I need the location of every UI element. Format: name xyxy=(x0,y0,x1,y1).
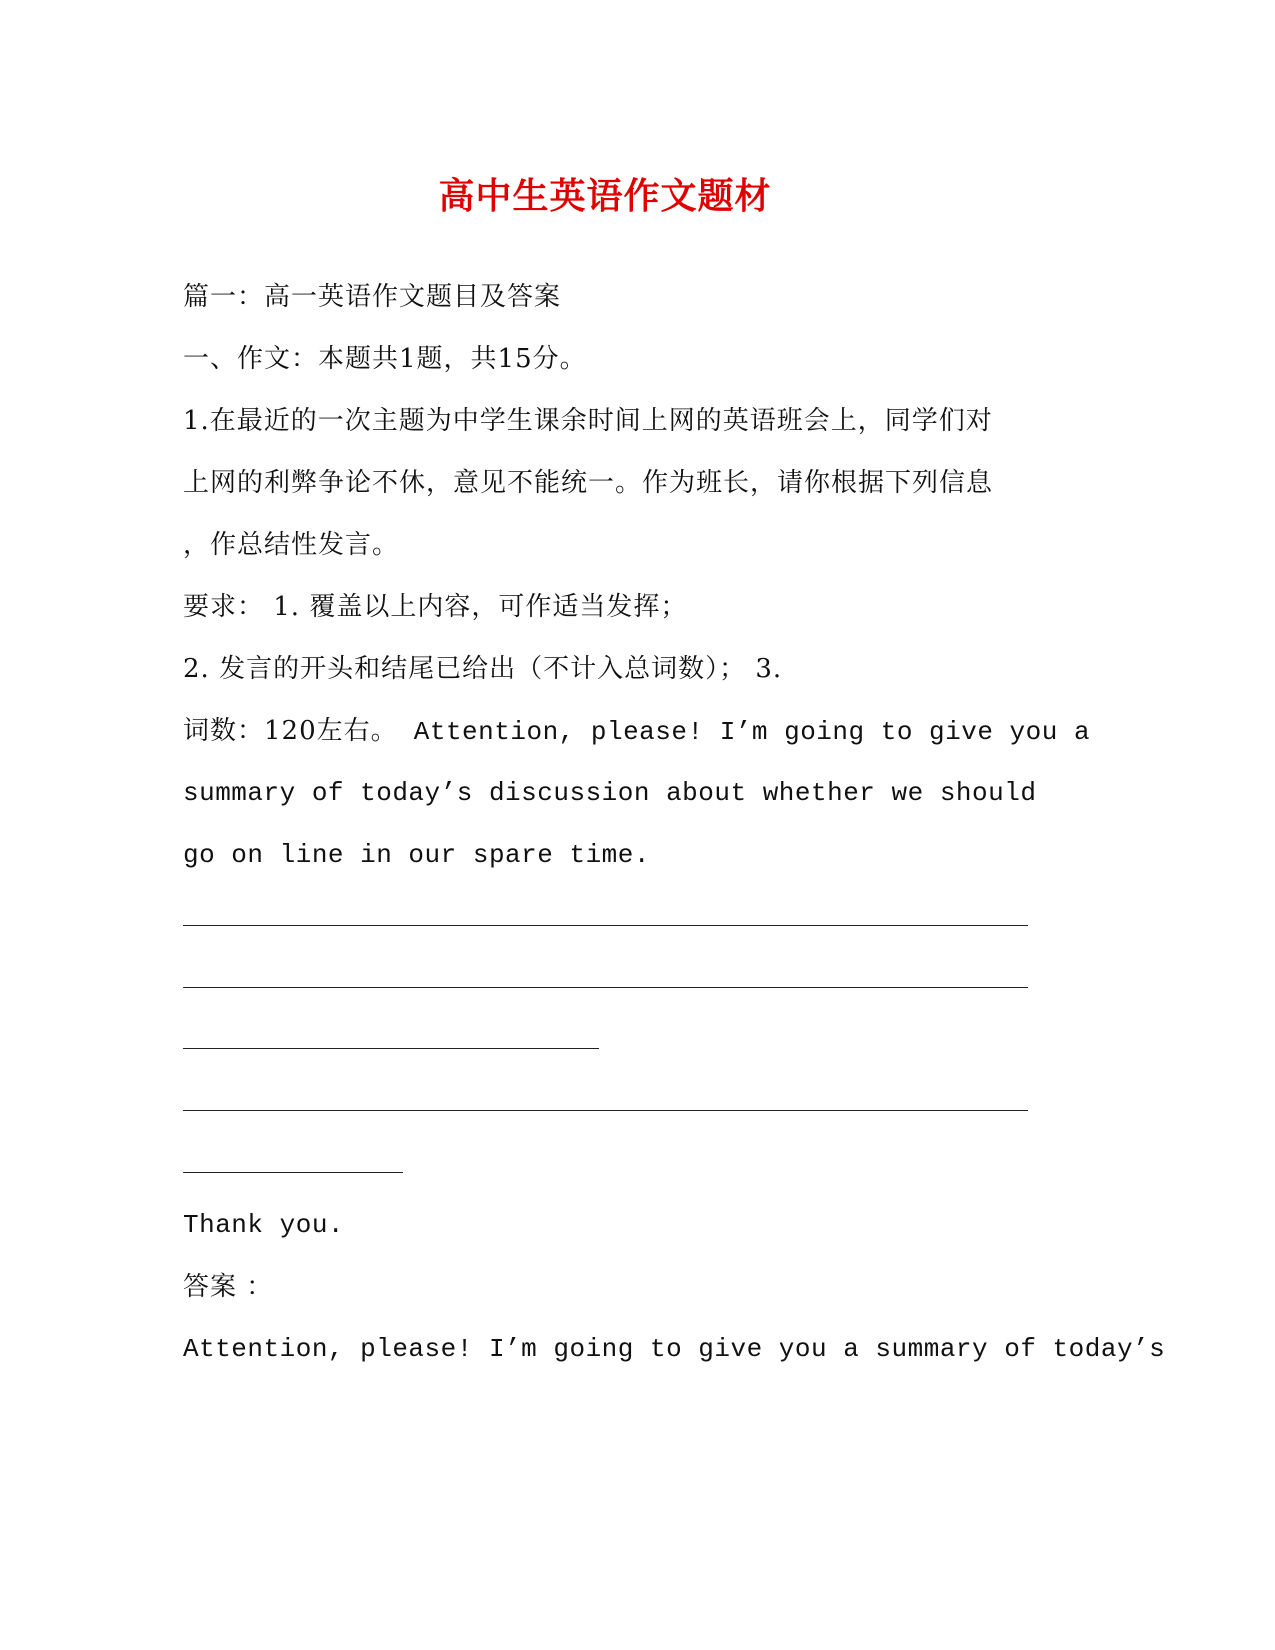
answer-text-line-1: Attention, please! I’m going to give you a summary of today’s xyxy=(183,1334,1166,1364)
answer-blank-line-5 xyxy=(183,1172,403,1173)
question-text-line-2: 上网的利弊争论不休，意见不能统一。作为班长，请你根据下列信息 xyxy=(183,468,994,498)
question-text-line-1: 1.在最近的一次主题为中学生课余时间上网的英语班会上，同学们对 xyxy=(183,406,993,436)
requirements-line-1: 要求： 1. 覆盖以上内容，可作适当发挥； xyxy=(183,592,688,622)
answer-label: 答案 ： xyxy=(183,1272,274,1302)
speech-closing: Thank you. xyxy=(183,1210,345,1240)
answer-blank-line-1 xyxy=(183,925,1028,926)
speech-opening-line-2: summary of today’s discussion about whether we should xyxy=(183,778,1037,808)
requirements-line-2: 2. 发言的开头和结尾已给出（不计入总词数）； 3. xyxy=(183,654,783,684)
speech-opening-line-1: Attention, please! I’m going to give you a xyxy=(397,717,1091,747)
answer-blank-line-2 xyxy=(183,987,1028,988)
answer-blank-line-4 xyxy=(183,1110,1028,1111)
part-heading: 一、作文：本题共1题，共15分。 xyxy=(183,344,587,374)
answer-blank-line-3 xyxy=(183,1048,599,1049)
word-count-line xyxy=(183,714,1090,749)
speech-opening-line-3: go on line in our spare time. xyxy=(183,840,650,870)
word-count-requirement: 词数：120左右。 xyxy=(183,716,398,746)
section-heading: 篇一：高一英语作文题目及答案 xyxy=(183,282,562,312)
page-title: 高中生英语作文题材 xyxy=(438,175,772,217)
question-text-line-3: ，作总结性发言。 xyxy=(183,530,400,560)
